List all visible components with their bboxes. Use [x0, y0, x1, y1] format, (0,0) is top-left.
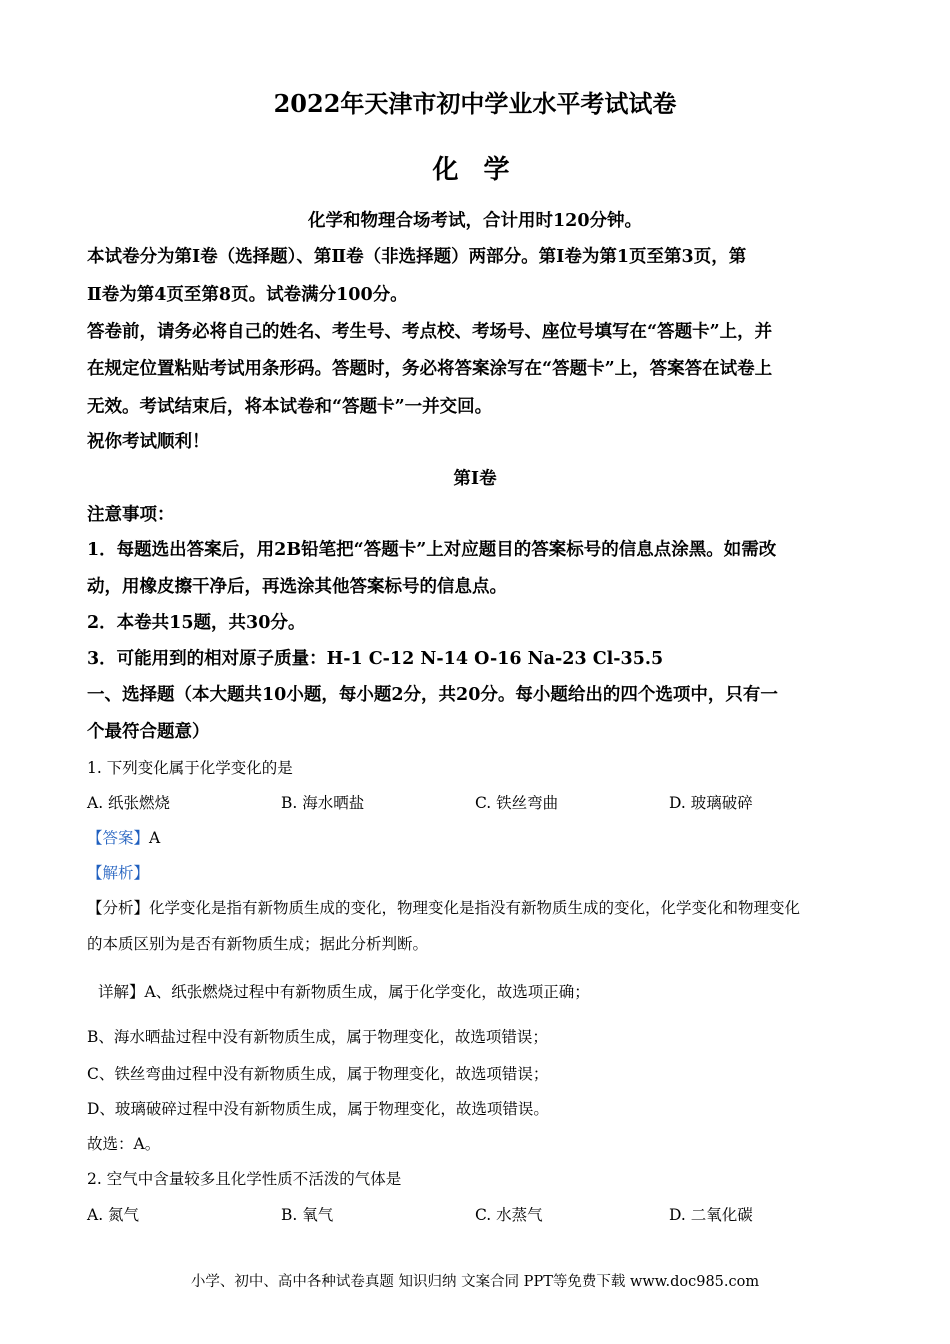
- question-option: C. 水蒸气: [475, 1206, 543, 1224]
- answer-line: [87, 826, 160, 848]
- intro-line: Ⅱ卷为第4页至第8页。试卷满分100分。: [87, 285, 408, 305]
- question-option: A. 氮气: [87, 1206, 140, 1224]
- question-stem: 2. 空气中含量较多且化学性质不活泼的气体是: [87, 1170, 402, 1188]
- question-option: D. 玻璃破碎: [669, 794, 753, 812]
- question-stem: 1. 下列变化属于化学变化的是: [87, 759, 293, 777]
- notice-item: 1．每题选出答案后，用2B铅笔把“答题卡”上对应题目的答案标号的信息点涂黑。如需改: [87, 540, 777, 560]
- volume-heading: 第Ⅰ卷: [453, 469, 497, 489]
- answer-tag: 【答案】: [87, 829, 150, 847]
- question-option: B. 海水晒盐: [281, 794, 365, 812]
- intro-line: 无效。考试结束后，将本试卷和“答题卡”一并交回。: [87, 397, 493, 417]
- analysis-text: 的本质区别为是否有新物质生成；据此分析判断。: [87, 935, 429, 953]
- notice-item: 动，用橡皮擦干净后，再选涂其他答案标号的信息点。: [87, 577, 507, 597]
- subject-title: 化 学: [432, 155, 518, 185]
- intro-line: 本试卷分为第Ⅰ卷（选择题）、第Ⅱ卷（非选择题）两部分。第Ⅰ卷为第1页至第3页，第: [87, 247, 747, 267]
- notice-item: 2．本卷共15题，共30分。: [87, 613, 306, 633]
- answer-value: A: [149, 829, 161, 847]
- analysis-tag: 【解析】: [87, 864, 150, 882]
- detail-text: B、海水晒盐过程中没有新物质生成，属于物理变化，故选项错误；: [87, 1028, 548, 1046]
- question-option: B. 氧气: [281, 1206, 334, 1224]
- question-option: A. 纸张燃烧: [87, 794, 171, 812]
- part-heading: 个最符合题意）: [87, 722, 210, 742]
- analysis-text: 【分析】化学变化是指有新物质生成的变化，物理变化是指没有新物质生成的变化，化学变化和物理变化: [87, 899, 801, 917]
- detail-text: D、玻璃破碎过程中没有新物质生成，属于物理变化，故选项错误。: [87, 1100, 549, 1118]
- detail-text: C、铁丝弯曲过程中没有新物质生成，属于物理变化，故选项错误；: [87, 1065, 549, 1083]
- notice-item: 3．可能用到的相对原子质量：H-1 C-12 N-14 O-16 Na-23 Cl-35.5: [87, 649, 664, 669]
- exam-title: 2022年天津市初中学业水平考试试卷: [273, 89, 677, 118]
- notice-title: 注意事项：: [87, 505, 175, 525]
- intro-line: 答卷前，请务必将自己的姓名、考生号、考点校、考场号、座位号填写在“答题卡”上，并: [87, 322, 773, 342]
- exam-time-note: 化学和物理合场考试，合计用时120分钟。: [307, 211, 643, 231]
- question-option: C. 铁丝弯曲: [475, 794, 559, 812]
- conclusion-text: 故选：A。: [87, 1135, 161, 1153]
- detail-text: 详解】A、纸张燃烧过程中有新物质生成，属于化学变化，故选项正确；: [98, 983, 590, 1001]
- page-footer: 小学、初中、高中各种试卷真题 知识归纳 文案合同 PPT等免费下载 www.doc985.com: [190, 1274, 760, 1290]
- good-luck-line: 祝你考试顺利！: [87, 432, 210, 452]
- intro-line: 在规定位置粘贴考试用条形码。答题时，务必将答案涂写在“答题卡”上，答案答在试卷上: [87, 359, 773, 379]
- part-heading: 一、选择题（本大题共10小题，每小题2分，共20分。每小题给出的四个选项中，只有一: [87, 685, 778, 705]
- question-option: D. 二氧化碳: [669, 1206, 753, 1224]
